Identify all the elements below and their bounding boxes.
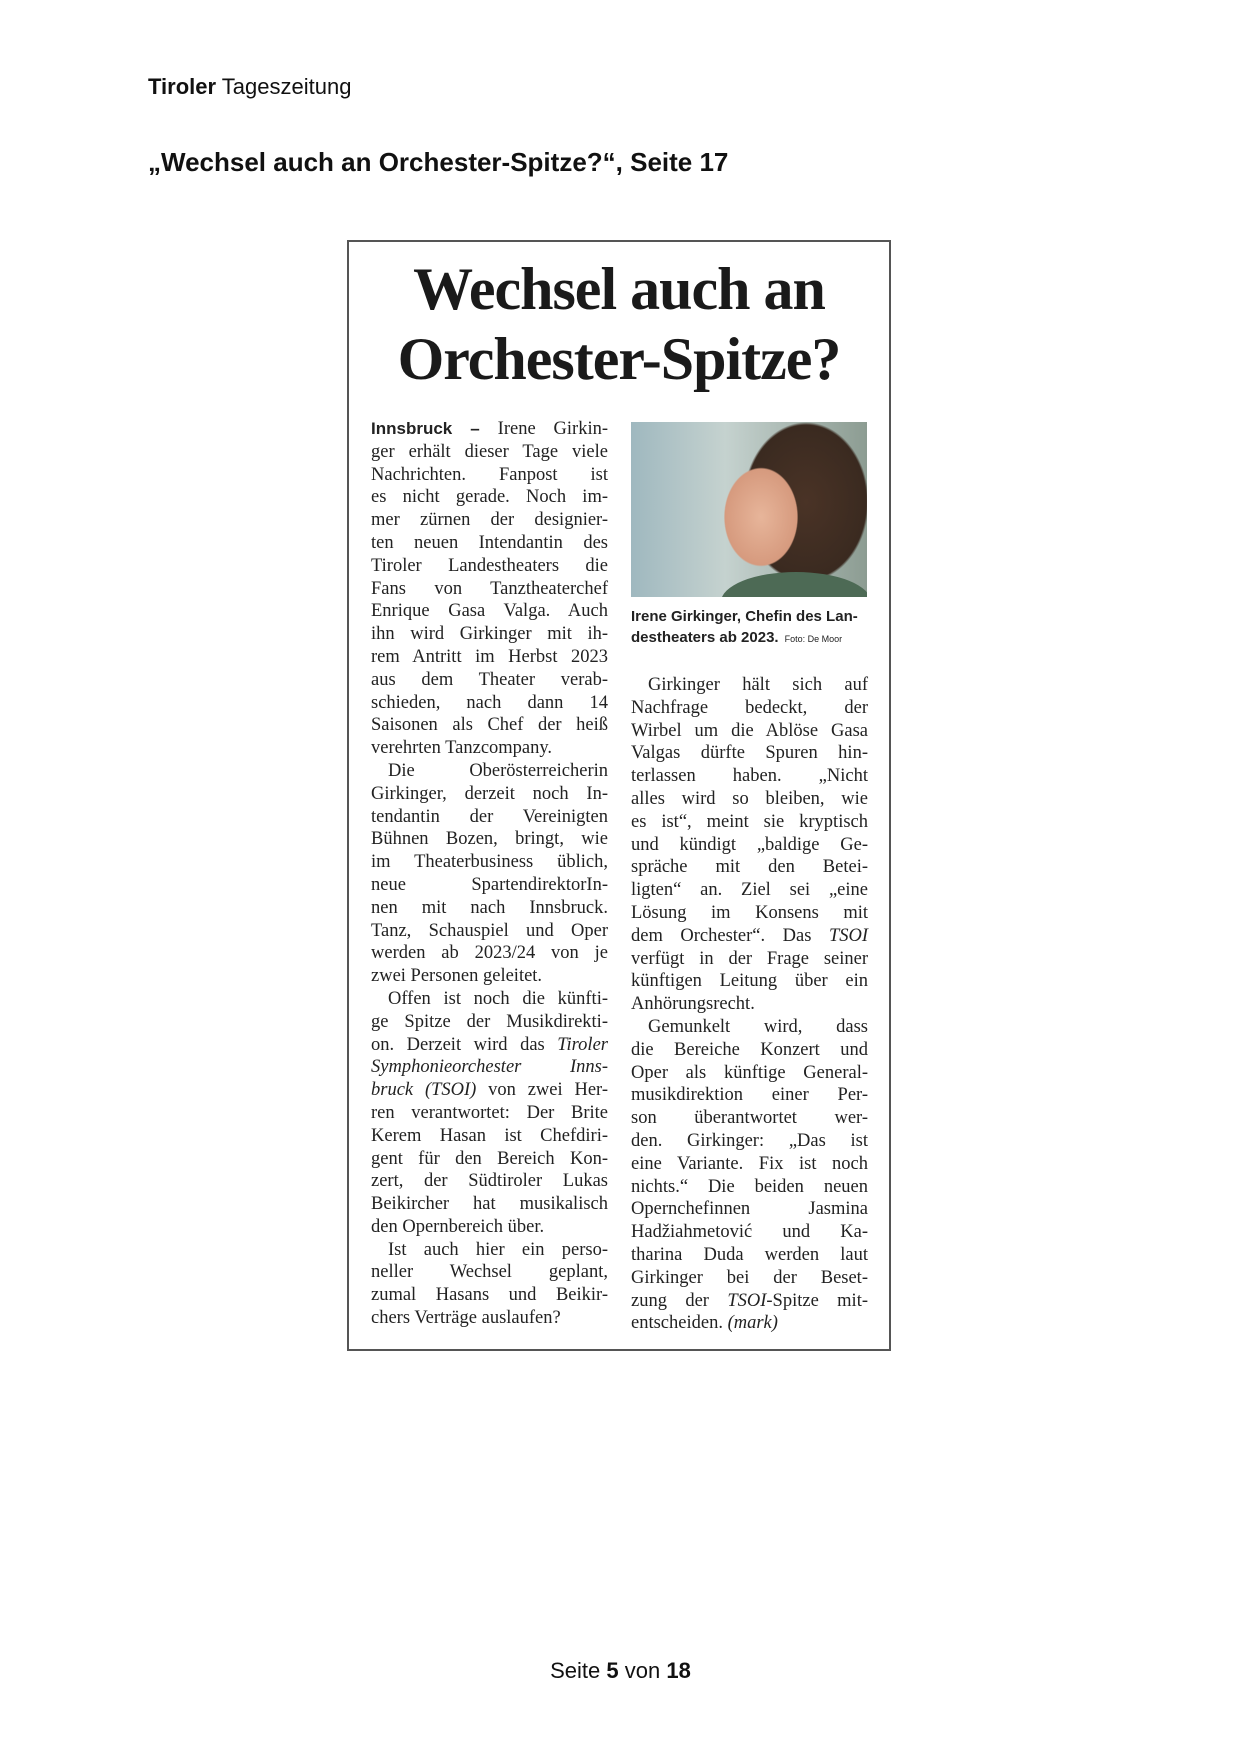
article-text-line bbox=[631, 993, 868, 1016]
italic-text: TSOI bbox=[828, 925, 868, 946]
text-segment: ten neuen Intendantin des bbox=[371, 532, 608, 553]
article-text-line bbox=[631, 1312, 868, 1335]
text-segment: ihn wird Girkinger mit ih- bbox=[371, 624, 608, 645]
photo-credit: Foto: De Moor bbox=[784, 634, 843, 644]
publication-name-rest: Tageszeitung bbox=[221, 74, 352, 99]
text-segment: gent für den Bereich Kon- bbox=[371, 1148, 608, 1169]
article-text-line bbox=[631, 720, 868, 743]
italic-text: Tiroler bbox=[557, 1034, 608, 1055]
text-segment: Valgas dürfte Spuren hin- bbox=[631, 743, 868, 764]
text-segment: ren verantwortet: Der Brite bbox=[371, 1102, 608, 1123]
document-title: „Wechsel auch an Orchester-Spitze?“, Seite 17 bbox=[148, 147, 729, 177]
article-text-line bbox=[631, 1290, 868, 1313]
article-text-line bbox=[371, 828, 608, 851]
article-text-line bbox=[371, 806, 608, 829]
article-headline bbox=[349, 254, 889, 394]
text-segment: Girkinger bei der Beset- bbox=[631, 1267, 868, 1288]
text-segment: Girkinger hält sich auf bbox=[648, 675, 868, 695]
page-number bbox=[0, 1658, 1241, 1684]
article-text-line bbox=[371, 441, 608, 464]
article-text-line bbox=[371, 1079, 608, 1102]
text-segment: zumal Hasans und Beikir- bbox=[371, 1285, 608, 1306]
text-segment: nen mit nach Innsbruck. bbox=[371, 897, 608, 918]
article-text-line bbox=[631, 1016, 868, 1039]
text-segment: nichts.“ Die beiden neuen bbox=[631, 1176, 868, 1197]
text-segment: werden ab 2023/24 von je bbox=[371, 943, 608, 964]
text-segment: Enrique Gasa Valga. Auch bbox=[371, 601, 608, 622]
text-segment: ge Spitze der Musikdirekti- bbox=[371, 1011, 608, 1032]
text-segment: Opernchefinnen Jasmina bbox=[631, 1199, 868, 1220]
text-segment: im Theaterbusiness üblich, bbox=[371, 852, 608, 873]
text-segment: Hadžiahmetović und Ka- bbox=[631, 1222, 868, 1243]
portrait-photo bbox=[631, 422, 867, 597]
text-segment: tharina Duda werden laut bbox=[631, 1244, 868, 1265]
text-segment: es nicht gerade. Noch im- bbox=[371, 487, 608, 508]
article-text-line bbox=[631, 948, 868, 971]
total-pages: 18 bbox=[666, 1658, 691, 1683]
italic-text: bruck (TSOI) bbox=[371, 1080, 477, 1101]
article-text-line bbox=[631, 674, 868, 697]
article-text-line bbox=[631, 1221, 868, 1244]
italic-text: TSOI bbox=[727, 1290, 767, 1311]
newspaper-clipping bbox=[347, 240, 891, 1351]
text-segment: spräche mit den Betei- bbox=[631, 857, 868, 878]
article-text-line bbox=[371, 1056, 608, 1079]
text-segment: neller Wechsel geplant, bbox=[371, 1262, 608, 1283]
article-text-line bbox=[371, 509, 608, 532]
text-segment: Ist auch hier ein perso- bbox=[388, 1239, 608, 1260]
text-segment: verfügt in der Frage seiner bbox=[631, 948, 868, 969]
headline-line: Orchester-Spitze? bbox=[397, 326, 841, 392]
text-segment: terlassen haben. „Nicht bbox=[631, 766, 868, 787]
text-segment: Girkinger, derzeit noch In- bbox=[371, 783, 608, 804]
article-text-line bbox=[371, 1170, 608, 1193]
article-text-line bbox=[371, 600, 608, 623]
article-text-line bbox=[371, 1034, 608, 1057]
article-text-line bbox=[371, 897, 608, 920]
article-text-line bbox=[631, 697, 868, 720]
text-segment: on. Derzeit wird das bbox=[371, 1034, 558, 1055]
article-text-line bbox=[631, 1153, 868, 1176]
article-text-line bbox=[371, 1284, 608, 1307]
text-segment: Irene Girkin- bbox=[497, 419, 608, 439]
article-text-line bbox=[631, 1130, 868, 1153]
text-segment: mer zürnen der designier- bbox=[371, 510, 608, 531]
text-segment: künftigen Leitung über ein bbox=[631, 971, 868, 992]
article-text-line bbox=[631, 1107, 868, 1130]
article-text-line bbox=[371, 988, 608, 1011]
article-text-line bbox=[631, 1084, 868, 1107]
article-text-line bbox=[631, 902, 868, 925]
article-text-line bbox=[371, 669, 608, 692]
text-segment: Nachrichten. Fanpost ist bbox=[371, 464, 608, 485]
article-text-line bbox=[371, 1193, 608, 1216]
article-text-line bbox=[371, 532, 608, 555]
article-text-line bbox=[631, 1039, 868, 1062]
text-segment: Bühnen Bozen, bringt, wie bbox=[371, 829, 608, 850]
text-segment: chers Verträge auslaufen? bbox=[371, 1308, 561, 1329]
text-segment: musikdirektion einer Per- bbox=[631, 1085, 868, 1106]
article-text-line bbox=[371, 920, 608, 943]
text-segment: Anhörungsrecht. bbox=[631, 994, 755, 1015]
text-segment: den. Girkinger: „Das ist bbox=[631, 1130, 868, 1151]
article-text-line bbox=[371, 464, 608, 487]
article-text-line bbox=[371, 1216, 608, 1239]
text-segment: Offen ist noch die künfti- bbox=[388, 988, 608, 1009]
caption-text: Irene Girkinger, Chefin des Lan-destheaters ab 2023. bbox=[631, 608, 858, 646]
text-segment: Gemunkelt wird, dass bbox=[648, 1016, 868, 1037]
article-text-line bbox=[371, 1125, 608, 1148]
article-text-line bbox=[371, 1011, 608, 1034]
article-text-line bbox=[631, 879, 868, 902]
article-text-line bbox=[631, 1244, 868, 1267]
text-segment: die Bereiche Konzert und bbox=[631, 1039, 868, 1060]
text-segment: dem Orchester“. Das bbox=[631, 925, 829, 946]
article-text-line bbox=[631, 1176, 868, 1199]
text-segment: aus dem Theater verab- bbox=[371, 669, 608, 690]
text-segment: und kündigt „baldige Ge- bbox=[631, 834, 868, 855]
article-text-line bbox=[631, 765, 868, 788]
article-text-line bbox=[371, 1148, 608, 1171]
headline-line: Wechsel auch an bbox=[413, 256, 825, 322]
text-segment: neue SpartendirektorIn- bbox=[371, 874, 608, 895]
text-segment: Wirbel um die Ablöse Gasa bbox=[631, 720, 868, 741]
article-text-line bbox=[371, 1307, 608, 1330]
article-text-line bbox=[371, 555, 608, 578]
article-text-line bbox=[371, 486, 608, 509]
current-page: 5 bbox=[606, 1658, 619, 1683]
text-segment: Saisonen als Chef der heiß bbox=[371, 715, 608, 736]
article-column-right bbox=[631, 674, 868, 1335]
article-text-line bbox=[631, 856, 868, 879]
text-segment: Oper als künftige General- bbox=[631, 1062, 868, 1083]
text-segment: alles wird so bleiben, wie bbox=[631, 788, 868, 809]
text-segment: Beikircher hat musikalisch bbox=[371, 1194, 608, 1215]
article-text-line bbox=[371, 1261, 608, 1284]
article-text-line bbox=[631, 925, 868, 948]
article-text-line bbox=[371, 942, 608, 965]
photo-caption bbox=[631, 606, 868, 650]
article-text-line bbox=[371, 760, 608, 783]
text-segment: ligten“ an. Ziel sei „eine bbox=[631, 880, 868, 901]
publication-name bbox=[148, 74, 351, 100]
publication-name-bold: Tiroler bbox=[148, 74, 217, 99]
article-text-line bbox=[371, 783, 608, 806]
text-segment: von zwei Her- bbox=[476, 1080, 608, 1101]
page-of: von bbox=[624, 1658, 661, 1683]
text-segment: -Spitze mit- bbox=[766, 1290, 868, 1311]
article-text-line bbox=[371, 623, 608, 646]
text-segment: son überantwortet wer- bbox=[631, 1108, 868, 1129]
text-segment: zert, der Südtiroler Lukas bbox=[371, 1171, 608, 1192]
text-segment: zung der bbox=[631, 1290, 728, 1311]
article-text-line bbox=[371, 692, 608, 715]
text-segment: den Opernbereich über. bbox=[371, 1216, 545, 1237]
article-text-line bbox=[371, 1239, 608, 1262]
article-text-line bbox=[631, 811, 868, 834]
text-segment: Tanz, Schauspiel und Oper bbox=[371, 920, 608, 941]
text-segment: Lösung im Konsens mit bbox=[631, 902, 868, 923]
text-segment: verehrten Tanzcompany. bbox=[371, 738, 553, 759]
photo-shoulder bbox=[721, 572, 867, 597]
text-segment: schieden, nach dann 14 bbox=[371, 692, 608, 713]
article-column-left bbox=[371, 418, 608, 1330]
text-segment: Fans von Tanztheaterchef bbox=[371, 578, 608, 599]
article-text-line bbox=[631, 1198, 868, 1221]
article-text-line bbox=[631, 1062, 868, 1085]
italic-text: (mark) bbox=[727, 1313, 778, 1334]
text-segment: Tiroler Landestheaters die bbox=[371, 555, 608, 576]
article-text-line bbox=[631, 788, 868, 811]
article-text-line bbox=[371, 737, 608, 760]
text-segment: Nachfrage bedeckt, der bbox=[631, 697, 868, 718]
page-prefix: Seite bbox=[550, 1658, 601, 1683]
article-text-line bbox=[631, 970, 868, 993]
text-segment: zwei Personen geleitet. bbox=[371, 966, 543, 987]
article-text-line bbox=[371, 965, 608, 988]
text-segment: Die Oberösterreicherin bbox=[388, 760, 608, 781]
article-text-line bbox=[371, 714, 608, 737]
article-text-line bbox=[631, 742, 868, 765]
text-segment: eine Variante. Fix ist noch bbox=[631, 1153, 868, 1174]
article-text-line bbox=[631, 1267, 868, 1290]
text-segment: es ist“, meint sie kryptisch bbox=[631, 811, 868, 832]
article-text-line bbox=[371, 874, 608, 897]
text-segment: ger erhält dieser Tage viele bbox=[371, 441, 608, 462]
italic-text: Symphonieorchester Inns- bbox=[371, 1057, 608, 1078]
text-segment: entscheiden. bbox=[631, 1313, 728, 1334]
text-segment: rem Antritt im Herbst 2023 bbox=[371, 646, 608, 667]
text-segment: tendantin der Vereinigten bbox=[371, 806, 608, 827]
article-text-line bbox=[371, 418, 608, 441]
article-text-line bbox=[631, 834, 868, 857]
text-segment: Kerem Hasan ist Chefdiri- bbox=[371, 1125, 608, 1146]
article-text-line bbox=[371, 1102, 608, 1125]
article-text-line bbox=[371, 646, 608, 669]
dateline: Innsbruck – bbox=[371, 419, 498, 438]
article-text-line bbox=[371, 578, 608, 601]
article-text-line bbox=[371, 851, 608, 874]
